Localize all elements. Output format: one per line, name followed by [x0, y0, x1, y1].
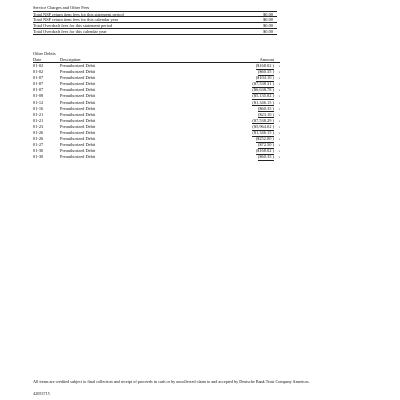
debit-mark: ›: [278, 81, 280, 87]
debit-amount: ($252.00 ): [255, 136, 274, 142]
debit-description: Preauthorized Debit: [60, 69, 96, 75]
debit-date: 01-26: [33, 136, 44, 142]
debit-date: 01-27: [33, 142, 44, 148]
debit-amount: ($168.02 ): [255, 148, 274, 154]
debit-date: 01-08: [33, 93, 44, 99]
debit-date: 01-23: [33, 123, 44, 129]
fees-table: [33, 11, 277, 35]
debit-mark: ›: [278, 93, 280, 99]
debit-mark: ›: [278, 111, 280, 117]
debit-description: Preauthorized Debit: [60, 130, 96, 136]
debit-date: 01-12: [33, 99, 44, 105]
debit-amount: ($104.10 ): [255, 75, 274, 81]
debits-section-title: Other Debits: [33, 51, 56, 56]
debit-amount: ($60.35 ): [257, 69, 274, 75]
debit-description: Preauthorized Debit: [60, 111, 96, 117]
debit-description: Preauthorized Debit: [60, 148, 96, 154]
fees-section-title: Service Charges and Other Fees: [33, 5, 90, 10]
table-row: [33, 154, 280, 160]
debit-mark: ›: [278, 69, 280, 75]
debit-mark: ›: [278, 136, 280, 142]
fee-amount: $0.00: [263, 23, 273, 28]
column-header-description: Description: [60, 57, 81, 62]
debit-mark: ›: [278, 105, 280, 111]
debit-mark: ›: [278, 154, 280, 160]
debit-date: 01-07: [33, 87, 44, 93]
fee-label: Total Overdraft fees for this statement period: [33, 23, 113, 28]
debit-amount: ($1,346.15 ): [252, 99, 274, 105]
footer-note: All items are credited subject to final collection and receipt of proceeds in cash or by uncollected claim to and accepted by Deutsche Bank Trust Company Americas.: [33, 379, 310, 384]
debit-description: Preauthorized Debit: [60, 93, 96, 99]
debit-amount: ($1,346.15 ): [252, 130, 274, 136]
debit-date: 01-21: [33, 111, 44, 117]
fee-label: Total NSF return item fees for this statement period: [33, 12, 124, 17]
document-id: 42053715: [33, 391, 50, 396]
debit-mark: ›: [278, 148, 280, 154]
debit-mark: ›: [278, 130, 280, 136]
debit-date: 01-02: [33, 69, 44, 75]
debit-date: 01-30: [33, 154, 44, 160]
fee-amount: $0.00: [263, 17, 273, 22]
debit-date: 01-16: [33, 105, 44, 111]
debit-date: 01-21: [33, 117, 44, 123]
fee-row: [33, 29, 277, 35]
debit-amount: ($23.10 ): [257, 111, 274, 117]
debit-description: Preauthorized Debit: [60, 63, 96, 68]
debit-description: Preauthorized Debit: [60, 154, 96, 160]
debit-description: Preauthorized Debit: [60, 117, 96, 123]
debit-description: Preauthorized Debit: [60, 123, 96, 129]
debit-mark: ›: [278, 99, 280, 105]
debit-mark: ›: [278, 142, 280, 148]
debit-amount: ($60.35 ): [257, 154, 274, 160]
debit-date: 01-07: [33, 75, 44, 81]
debit-description: Preauthorized Debit: [60, 105, 96, 111]
debit-amount: ($7,538.29 ): [252, 117, 274, 123]
debit-description: Preauthorized Debit: [60, 142, 96, 148]
debit-description: Preauthorized Debit: [60, 81, 96, 87]
debit-amount: ($72.50 ): [257, 142, 274, 148]
debit-date: 01-26: [33, 130, 44, 136]
debit-amount: ($168.02 ): [255, 63, 274, 68]
debits-table: [33, 57, 280, 161]
fee-amount: $0.00: [263, 12, 273, 17]
debit-amount: ($60.35 ): [257, 105, 274, 111]
debit-date: 01-02: [33, 63, 44, 68]
debit-mark: ›: [278, 87, 280, 93]
fee-label: Total Overdraft fees for this calendar year: [33, 29, 107, 34]
debit-description: Preauthorized Debit: [60, 75, 96, 81]
debit-amount: ($6,638.78 ): [252, 87, 274, 93]
debit-amount: ($5,135.02 ): [252, 93, 274, 99]
debit-amount: ($5,964.02 ): [252, 123, 274, 129]
debit-date: 01-07: [33, 81, 44, 87]
debit-description: Preauthorized Debit: [60, 99, 96, 105]
debit-mark: ›: [278, 63, 280, 68]
column-header-date: Date: [33, 57, 42, 62]
debit-rows: [33, 63, 280, 161]
debit-mark: ›: [278, 75, 280, 81]
column-header-amount: Amount: [259, 57, 274, 62]
debit-mark: ›: [278, 123, 280, 129]
fee-label: Total NSF return item fees for this calendar year: [33, 17, 119, 22]
debit-description: Preauthorized Debit: [60, 87, 96, 93]
debit-mark: ›: [278, 117, 280, 123]
debit-date: 01-30: [33, 148, 44, 154]
fee-amount: $0.00: [263, 29, 273, 34]
debit-description: Preauthorized Debit: [60, 136, 96, 142]
debit-amount: ($7,538.31 ): [252, 81, 274, 87]
